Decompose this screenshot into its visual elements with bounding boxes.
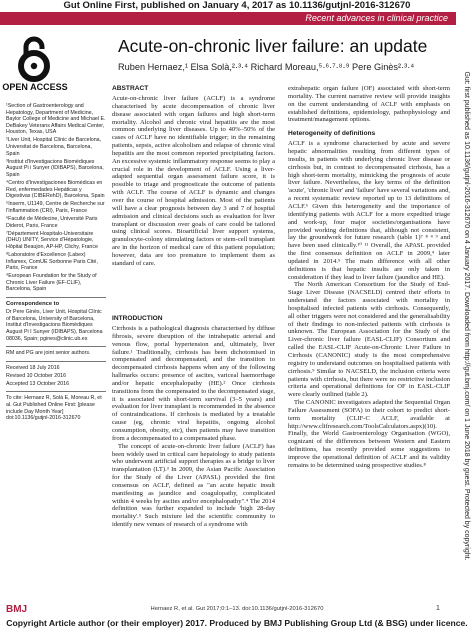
accepted-date: Accepted 13 October 2016 [6, 380, 70, 387]
affiliation: ⁷Département Hospitalo-Universitaire (DHU) UNITY, Service d'Hépatologie, Hôpital Beaujon, AP-HP, Clichy, France [6, 230, 98, 250]
side-copyright-notice: Gut: first published as 10.1136/gutjnl-2016-312670 on 4 January 2017. Downloaded from http://gut.bmj.com/ on 1 June 2018 by guest. Protected by copyright. [463, 71, 470, 561]
article-title: Acute-on-chronic liver failure: an update [118, 36, 428, 56]
revised-date: Revised 10 October 2016 [6, 372, 67, 379]
affiliations-column [6, 103, 106, 423]
abstract-section [112, 85, 275, 268]
affiliation: ³Institut d'Investigacions Biomèdiques August Pi i Sunyer (IDIBAPS), Barcelona, Spain [6, 158, 104, 178]
affiliation: ⁸Laboratoire d'Excellence (Labex) Inflamex, ComUE Sorbonne Paris Cité, Paris, France [6, 251, 98, 272]
section-bar: Recent advances in clinical practice [0, 12, 456, 25]
paragraph: Cirrhosis is a pathological diagnosis characterised by diffuse fibrosis, severe disruption of the intrahepatic arterial and venous flow, portal hypertension and, ultimately, liver failure.¹ Traditionally, cirrhosis has been dichotomised in compensated and decompensated, and the transition to decompensated cirrhosis happens when any of the following hallmarks occurs: presence of ascites, variceal haemorrhage and/or hepatic encephalopathy (HE).² Once cirrhosis transitions from the compensated to the decompensated stage, it is associated with short-term survival (3–5 years) and evaluation for liver transplant is recommended in the absence of contraindications. If cirrhosis is mediated by a treatable cause (eg, chronic viral hepatitis, ongoing alcohol consumption, obesity, etc), then patients may have transition from a decompensated to a compensated phase. [112, 325, 275, 442]
divider [6, 391, 106, 392]
right-column [288, 85, 450, 470]
introduction-heading: INTRODUCTION [112, 315, 163, 322]
affiliation: ⁵Inserm, U1149, Centre de Recherche sur l'Inflammation (CRI), Paris, France [6, 201, 105, 214]
paragraph: extrahepatic organ failure (OF) associated with short-term mortality. The current narrative review will provide insights on the current understanding of ACLF with emphasis on established definitions, epidemiology, pathophysiology and treatment/management options. [288, 85, 450, 124]
bmj-logo: BMJ [6, 604, 28, 615]
open-access-icon [14, 33, 54, 83]
divider [6, 346, 106, 347]
divider [6, 297, 106, 298]
affiliation: ¹Section of Gastroenterology and Hepatology, Department of Medicine, Baylor College of Medicine and Michael E. DeBakey Veterans Affairs Medical Center, Houston, Texas, USA [6, 103, 106, 136]
paragraph: The North American Consortium for the Study of End-Stage Liver Disease (NACSELD) centred their efforts to understand the factors associated with mortality in hospitalised infected patients with cirrhosis. Consequently, all other triggers were not considered and the generalisability of their findings to non-infected patients with cirrhosis is unknown. The European Association for the Study of the Liver-chronic liver failure (EASL-CLIF) Consortium and called the EASL-CLIF Acute-on-Chronic Liver Failure in Cirrhosis (CANONIC) study is the most comprehensive registry to understand outcomes on hospitalised patients with cirrhosis.⁹ Similar to NACSELD, the inclusion criteria were patients with cirrhosis, but there were no restrictive inclusion criteria and operational definitions for OF in EASL-CLIF were clearly outlined (table 2). [288, 281, 450, 399]
correspondence-text: Dr Pere Ginès, Liver Unit, Hospital Clínic of Barcelona, University of Barcelona, Institut d'Investigacions Biomèdiques August Pi I Sunyer (IDIBAPS), Barcelona 08036, Spain; pgines@clinic.ub.es [6, 309, 103, 342]
joint-authors-note: RM and PG are joint senior authors. [6, 350, 91, 357]
paragraph: The CANONIC investigators adapted the Sequential Organ Failure Assessment (SOFA) to their cohort to predict short-term mortality (CLIF-C ACLF, available at http://www.clifresearch.com/ToolsCalculators.aspx)(10). Finally, the World Gastroenterology Organisation (WGO), cognizant of the differences between Western and Eastern definitions, has recently provided some suggestions to improve the operational definition of ACLF and its validity remains to be determined using prospective studies.⁸ [288, 399, 450, 469]
paragraph: The concept of acute-on-chronic liver failure (ACLF) has been widely used in critical care hepatology to study patients who underwent artificial support therapies as a bridge to liver transplantation (LT).³ In 2009, the Asian Pacific Association for the Study of the Liver (APASL) provided the first consensus on ACLF, defined as "an acute hepatic insult manifesting as jaundice and coagulopathy, complicated within 4 weeks by ascites and/or encephalopathy".⁴ The 2014 definition was further expanded to include 'high 28-day mortality'.⁵ Such mixture led the scientific community to identify new venues of research of a syndrome with [112, 442, 275, 529]
open-access-label: OPEN ACCESS [2, 82, 68, 92]
affiliation: ⁹European Foundation for the Study of Chronic Liver Failure (EF-CLIF), Barcelona, Spain [6, 273, 97, 293]
online-first-banner: Gut Online First, published on January 4, 2017 as 10.1136/gutjnl-2016-312670 [63, 0, 411, 11]
page-number: 1 [436, 605, 440, 612]
copyright-banner: Copyright Article author (or their employer) 2017. Produced by BMJ Publishing Group Ltd (& BSG) under licence. [6, 618, 468, 628]
affiliation: ²Liver Unit, Hospital Clínic de Barcelona, Universitat de Barcelona, Barcelona, Spain [6, 137, 102, 157]
introduction-section [112, 315, 275, 529]
footer-citation: Hernaez R, et al. Gut 2017;0:1–13. doi:10.1136/gutjnl-2016-312670 [150, 606, 324, 612]
abstract-text: Acute-on-chronic liver failure (ACLF) is a syndrome characterised by acute decompensation of chronic liver disease associated with organ failures and high short-term mortality. Alcohol and chronic viral hepatitis are the most common underlying liver diseases. Up to 40%–50% of the cases of ACLF have no identifiable trigger; in the remaining patients, sepsis, active alcoholism and relapse of chronic viral hepatitis are the most common reported precipitating factors. An excessive systemic inflammatory response seems to play a crucial role in the development of ACLF. Using a liver-adapted sequential organ assessment failure score, it is possible to triage and prognosticate the outcome of patients with ACLF. The course of ACLF is dynamic and changes over the course of hospital admission. Most of the patients will have a clear prognosis between day 3 and 7 of hospital admission and clinical decisions such as evaluation for liver transplant or discussion over goals of care could be tailored using clinical scores. Bioartificial liver support systems, granulocyte-colony stimulating factors or stem-cell transplant are in the horizon of medical care of this patient population; however, data are too premature to implement them as standard of care. [112, 95, 275, 267]
heterogeneity-heading: Heterogeneity of definitions [288, 130, 376, 138]
received-date: Received 18 July 2016 [6, 364, 60, 371]
divider [6, 361, 106, 362]
author-list: Ruben Hernaez,¹ Elsa Solà,²·³·⁴ Richard Moreau,⁵·⁶·⁷·⁸·⁹ Pere Ginès²·³·⁴ [118, 62, 415, 72]
cite-box: To cite: Hernaez R, Solà E, Moreau R, et al. Gut Published Online First: [please include Day Month Year] doi:10.1136/gutjnl-2016-312670 [6, 395, 102, 422]
abstract-heading: ABSTRACT [112, 85, 149, 92]
affiliation: ⁴Centro d'Investigaciones Biomédicas en Red, enfermedades Hepáticas y Digestivas (CIBERehD), Barcelona, Spain [6, 180, 105, 200]
paragraph: ACLF is a syndrome characterised by acute and severe hepatic abnormalities resulting from different types of insults, in patients with underlying chronic liver disease or cirrhosis but, in contrast to decompensated cirrhosis, has a high short-term mortality, mimicking the prognosis of acute liver failure. Nevertheless, the key terms of the definition 'acute', 'chronic liver' and 'failure' have several variations and, a recent systematic review reported up to 13 definitions of ACLF.⁶ Given this heterogeneity and the importance of identifying patients with ACLF for a more expedited triage and work-up, four major societies/organisations have provided working definitions that, although not consistent, lay the groundwork for future research (table 1)⁷ ⁸ ⁴ ⁹ and have been used clinically.¹⁰ ¹¹ Overall, the APASL provided the first consensus definition on ACLF in 2009,⁴ later updated in 2014.⁵ The main difference with all other definitions is that hepatic insults are only taken in consideration if they lead to liver failure (jaundice and HE). [288, 140, 450, 281]
affiliation: ⁶Faculté de Médecine, Université Paris Diderot, Paris, France [6, 216, 98, 229]
correspondence-heading: Correspondence to [6, 301, 60, 308]
